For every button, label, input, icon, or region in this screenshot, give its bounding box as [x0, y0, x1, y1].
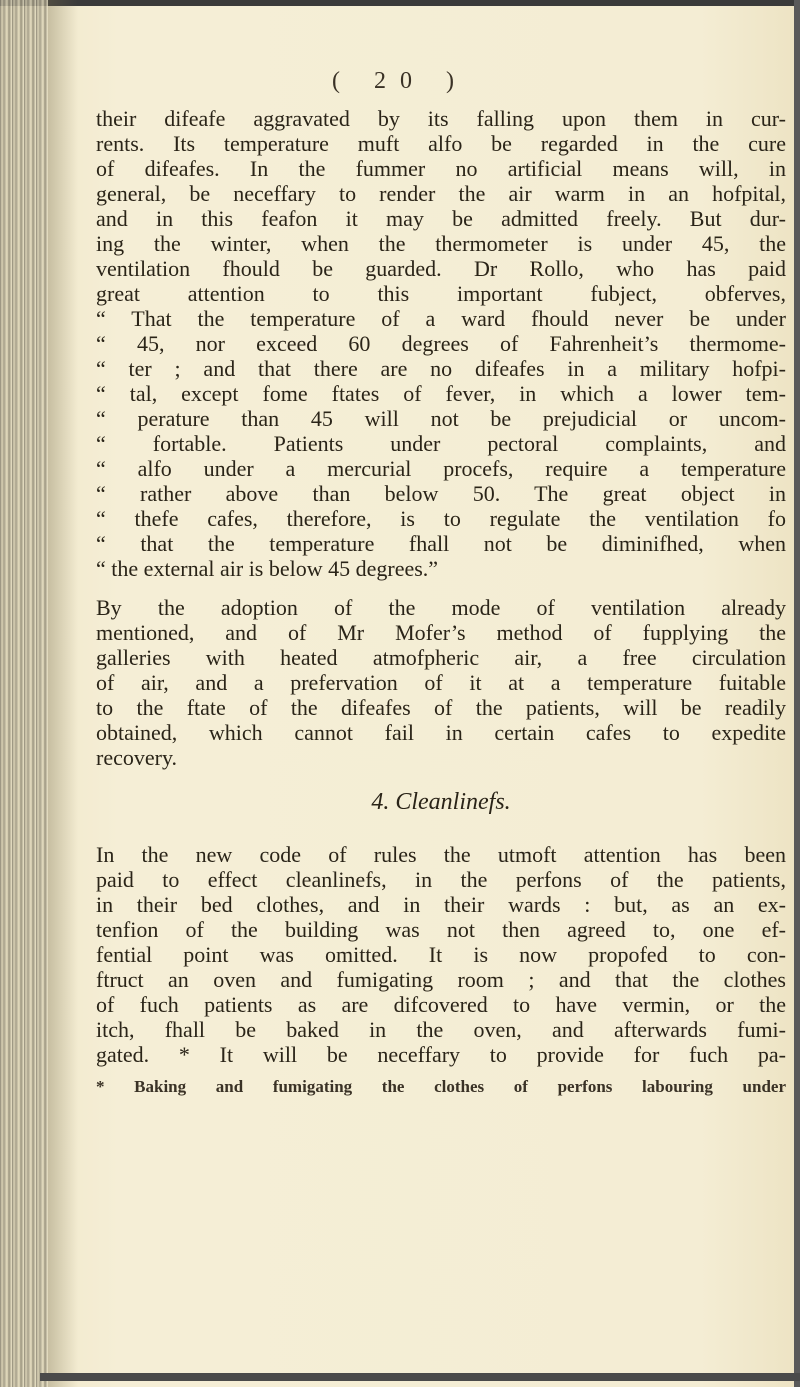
text-line: of fuch patients as are difcovered to have vermin, or the: [96, 992, 786, 1017]
gutter-shadow: [48, 0, 78, 1387]
text-line: fential point was omitted. It is now propofed to con-: [96, 942, 786, 967]
text-line: “ alfo under a mercurial procefs, require a temperature: [96, 456, 786, 481]
text-line: to the ftate of the difeafes of the patients, will be readily: [96, 695, 786, 720]
text-line: of air, and a prefervation of it at a temperature fuitable: [96, 670, 786, 695]
text-line: “ tal, except fome ftates of fever, in which a lower tem-: [96, 381, 786, 406]
text-line: obtained, which cannot fail in certain cafes to expedite: [96, 720, 786, 745]
text-line: their difeafe aggravated by its falling upon them in cur-: [96, 106, 786, 131]
text-line: tenfion of the building was not then agreed to, one ef-: [96, 917, 786, 942]
text-line: in their bed clothes, and in their wards : but, as an ex-: [96, 892, 786, 917]
text-line: “ 45, nor exceed 60 degrees of Fahrenheit’s thermome-: [96, 331, 786, 356]
text-line: “ fortable. Patients under pectoral complaints, and: [96, 431, 786, 456]
text-line: galleries with heated atmofpheric air, a free circulation: [96, 645, 786, 670]
footnote: * Baking and fumigating the clothes of perfons labouring under: [96, 1077, 786, 1096]
paragraph-3: [96, 842, 786, 1067]
top-edge: [0, 0, 800, 6]
text-line: “ the external air is below 45 degrees.”: [96, 556, 439, 581]
text-line: ventilation fhould be guarded. Dr Rollo, who has paid: [96, 256, 786, 281]
text-line: ftruct an oven and fumigating room ; and that the clothes: [96, 967, 786, 992]
text-line: rents. Its temperature muft alfo be regarded in the cure: [96, 131, 786, 156]
text-line: In the new code of rules the utmoft attention has been: [96, 842, 786, 867]
text-line: paid to effect cleanlinefs, in the perfons of the patients,: [96, 867, 786, 892]
text-line: recovery.: [96, 745, 178, 770]
text-line: “ perature than 45 will not be prejudicial or uncom-: [96, 406, 786, 431]
page-number: ( 20 ): [332, 68, 468, 94]
paragraph-gap: [96, 581, 786, 595]
paragraph-2: [96, 595, 786, 770]
section-heading: 4. Cleanlinefs.: [371, 789, 511, 815]
text-line: general, be neceffary to render the air warm in an hofpital,: [96, 181, 786, 206]
text-line: gated. * It will be neceffary to provide for fuch pa-: [96, 1042, 786, 1067]
book-binding: [0, 0, 48, 1387]
text-line: and in this feafon it may be admitted freely. But dur-: [96, 206, 786, 231]
paragraph-1: [96, 106, 786, 581]
text-line: of difeafes. In the fummer no artificial means will, in: [96, 156, 786, 181]
text-line: “ rather above than below 50. The great object in: [96, 481, 786, 506]
text-line: “ that the temperature fhall not be diminifhed, when: [96, 531, 786, 556]
text-line: ing the winter, when the thermometer is under 45, the: [96, 231, 786, 256]
text-line: By the adoption of the mode of ventilation already: [96, 595, 786, 620]
body-text: [96, 106, 786, 1099]
bottom-edge: [40, 1373, 800, 1381]
right-edge: [794, 0, 800, 1387]
text-line: “ thefe cafes, therefore, is to regulate the ventilation fo: [96, 506, 786, 531]
text-line: “ That the temperature of a ward fhould never be under: [96, 306, 786, 331]
text-line: “ ter ; and that there are no difeafes in a military hofpi-: [96, 356, 786, 381]
text-line: great attention to this important fubject, obferves,: [96, 281, 786, 306]
text-line: itch, fhall be baked in the oven, and afterwards fumi-: [96, 1017, 786, 1042]
text-line: mentioned, and of Mr Mofer’s method of fupplying the: [96, 620, 786, 645]
